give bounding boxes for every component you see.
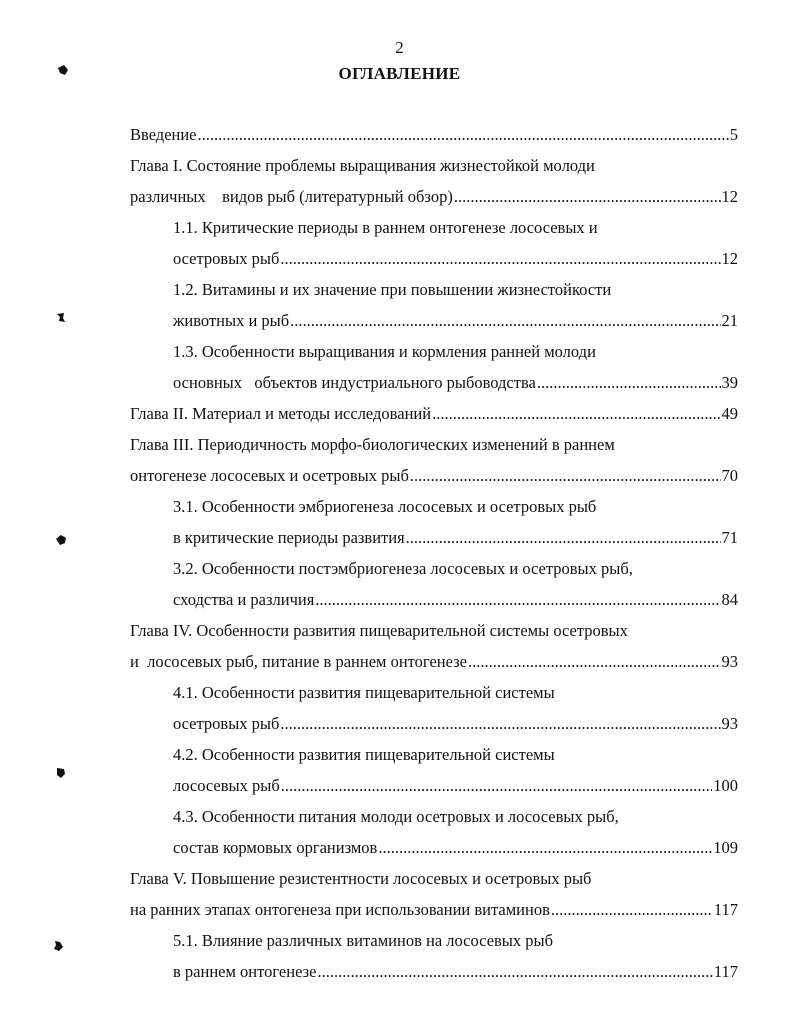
toc-entry: Глава I. Состояние проблемы выращивания жизнестойкой молоди bbox=[130, 156, 595, 175]
toc-entry: 1.2. Витамины и их значение при повышении жизнестойкости bbox=[173, 280, 612, 299]
toc-entry: сходства и различия ..... 84 bbox=[173, 588, 738, 612]
scan-mark-5 bbox=[52, 940, 64, 952]
toc-entry: осетровых рыб ..... 12 bbox=[173, 247, 738, 271]
scan-mark-4 bbox=[55, 767, 67, 779]
toc-entry: 1.3. Особенности выращивания и кормления ранней молоди bbox=[173, 342, 596, 361]
scan-mark-1 bbox=[57, 64, 69, 76]
toc-entry: в раннем онтогенезе ..... 117 bbox=[173, 960, 738, 984]
toc-entry: различных видов рыб (литературный обзор) ..... 12 bbox=[130, 185, 738, 209]
toc-entry: 3.1. Особенности эмбриогенеза лососевых и осетровых рыб bbox=[173, 497, 597, 516]
toc-entry: Глава III. Периодичность морфо-биологических изменений в раннем bbox=[130, 435, 615, 454]
toc-entry: 4.2. Особенности развития пищеварительной системы bbox=[173, 745, 555, 764]
toc-entry: и лососевых рыб, питание в раннем онтогенезе ..... 93 bbox=[130, 650, 738, 674]
toc-entry: на ранних этапах онтогенеза при использовании витаминов ..... 117 bbox=[130, 898, 738, 922]
toc-entry: Введение ..... 5 bbox=[130, 123, 738, 147]
toc-entry: 4.1. Особенности развития пищеварительной системы bbox=[173, 683, 555, 702]
toc-entry: 4.3. Особенности питания молоди осетровых и лососевых рыб, bbox=[173, 807, 619, 826]
toc-entry: 5.1. Влияние различных витаминов на лососевых рыб bbox=[173, 931, 553, 950]
page-title: ОГЛАВЛЕНИЕ bbox=[338, 64, 461, 83]
toc-entry: основных объектов индустриального рыбоводства ..... 39 bbox=[173, 371, 738, 395]
scan-mark-3 bbox=[55, 534, 67, 546]
toc-entry: 3.2. Особенности постэмбриогенеза лососевых и осетровых рыб, bbox=[173, 559, 633, 578]
toc-entry: состав кормовых организмов ..... 109 bbox=[173, 836, 738, 860]
page-number: 2 bbox=[395, 38, 404, 57]
scan-mark-2 bbox=[55, 312, 67, 324]
toc-entry: онтогенезе лососевых и осетровых рыб ..... 70 bbox=[130, 464, 738, 488]
toc-entry: в критические периоды развития ..... 71 bbox=[173, 526, 738, 550]
toc-entry: 1.1. Критические периоды в раннем онтогенезе лососевых и bbox=[173, 218, 598, 237]
toc-entry: осетровых рыб ..... 93 bbox=[173, 712, 738, 736]
toc-entry: лососевых рыб ..... 100 bbox=[173, 774, 738, 798]
toc-entry: Глава II. Материал и методы исследований ..... 49 bbox=[130, 402, 738, 426]
toc-entry: животных и рыб ..... 21 bbox=[173, 309, 738, 333]
toc-entry: Глава V. Повышение резистентности лососевых и осетровых рыб bbox=[130, 869, 592, 888]
toc-entry: Глава IV. Особенности развития пищеварительной системы осетровых bbox=[130, 621, 628, 640]
